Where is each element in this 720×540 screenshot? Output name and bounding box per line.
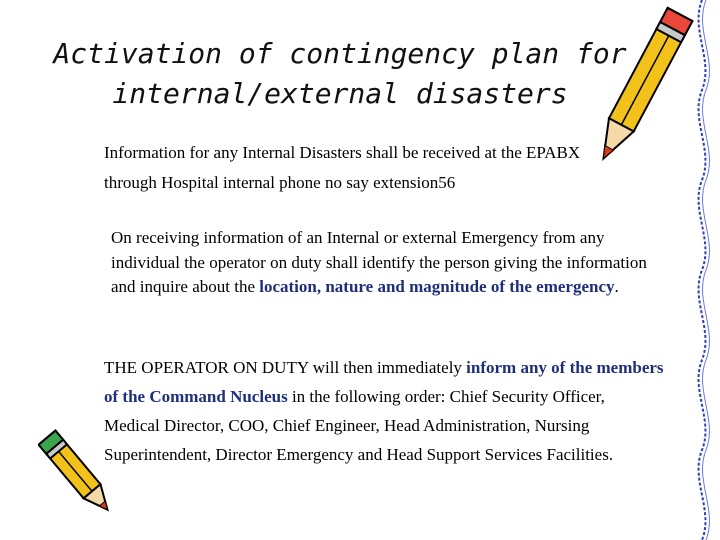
slide-title: Activation of contingency plan for internal/external disasters xyxy=(53,37,627,110)
paragraph-receiving-info xyxy=(111,226,671,300)
paragraph-text: . xyxy=(614,277,619,296)
paragraph-text: On receiving information of an Internal or external Emergency from any individual the operator on duty shall identify the person giving the information and inquire about the xyxy=(111,228,647,296)
highlight-text: inform any of the members of the Command Nucleus xyxy=(104,358,664,406)
paragraph-epabx: Information for any Internal Disasters shall be received at the EPABX through Hospital internal phone no say extension56 xyxy=(104,143,581,192)
highlight-text: location, nature and magnitude of the emergency xyxy=(259,277,615,296)
paragraph-operator-duty xyxy=(104,353,664,469)
paragraph-text: in the following order: Chief Security Officer, Medical Director, COO, Chief Engineer, Head Administration, Nursing Superintendent, Director Emergency and Head Support Services Facilities. xyxy=(104,387,614,464)
paragraph-text: THE OPERATOR ON DUTY will then immediately xyxy=(104,358,467,377)
